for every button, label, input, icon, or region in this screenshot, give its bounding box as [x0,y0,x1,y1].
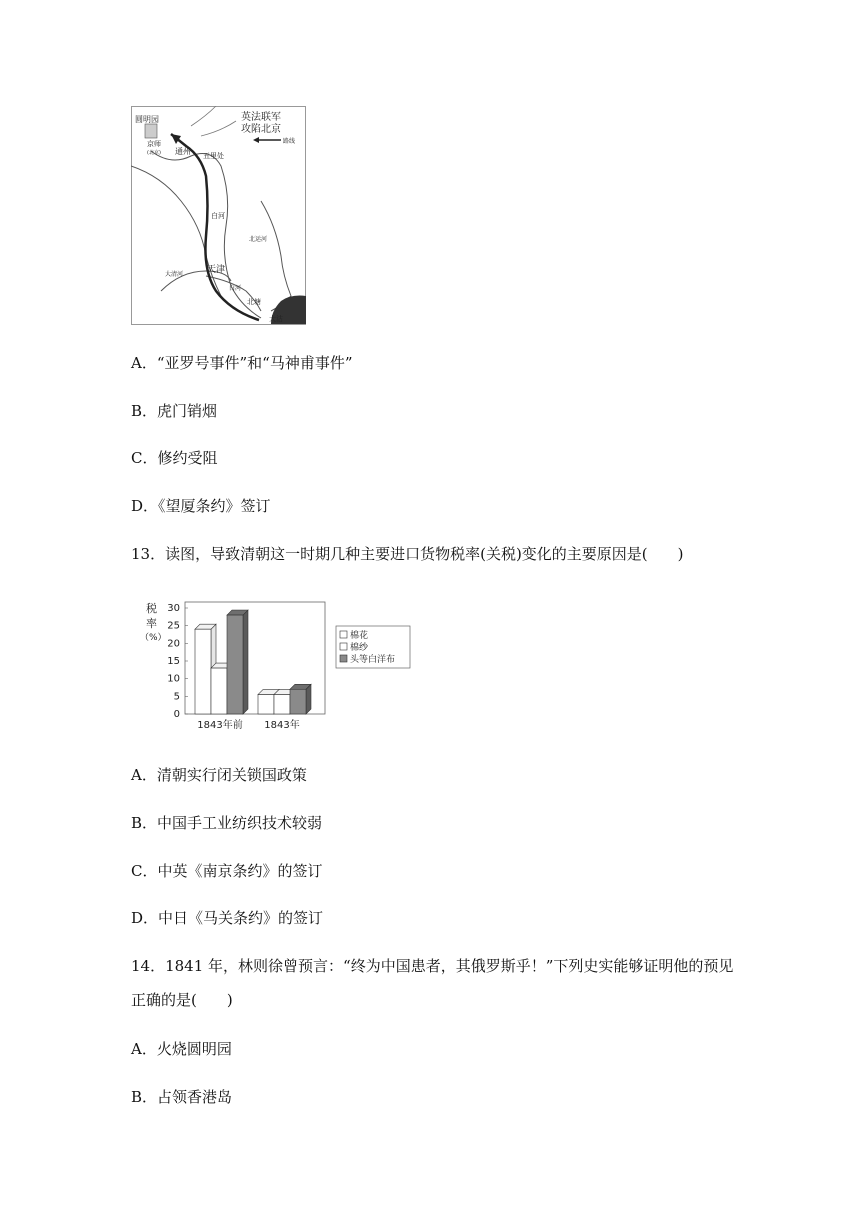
chart-bar [290,684,311,714]
map-place-beiyunhe: 北运河 [249,236,268,243]
option-letter: B． [131,814,158,832]
q14-option-a[interactable] [131,1039,232,1059]
option-text: 《望厦条约》签订 [158,497,271,515]
option-letter: A． [131,1040,157,1058]
option-letter: A． [131,766,157,784]
option-text: 虎门销烟 [157,402,218,420]
map-place-wulichu: 五里处 [203,152,224,160]
option-letter: C． [131,862,158,880]
question-number: 13． [131,545,166,563]
option-letter: B． [131,402,158,420]
chart-legend-swatch [340,631,347,638]
chart-legend-swatch [340,643,347,650]
chart-ylabel-unit: （%） [140,633,167,643]
chart-xtick-label: 1843年前 [197,720,243,731]
chart-ytick-label: 0 [173,709,180,720]
map-place-tongzhou: 通州 [175,147,191,156]
chart-xtick-label: 1843年 [264,720,300,731]
option-text: “亚罗号事件”和“马神甫事件” [156,354,353,372]
option-letter: D． [131,909,159,927]
map-place-yuanmingyuan: 圆明园 [135,115,159,124]
option-letter: B． [131,1088,158,1106]
chart-ytick-label: 30 [167,603,180,614]
map-place-baihe-upper: 白河 [211,212,225,220]
option-letter: A． [131,354,157,372]
option-text: 中英《南京条约》的签订 [157,862,323,880]
tariff-chart [140,598,420,734]
option-text: 修约受阻 [157,449,218,467]
q14-option-b[interactable] [131,1087,232,1107]
q13-stem [131,544,684,564]
chart-legend-label: 棉纱 [350,643,369,653]
option-text: 火烧圆明园 [156,1040,232,1058]
question-text: 1841 年，林则徐曾预言：“终为中国患者，其俄罗斯乎！”下列史实能够证明他的预见 [165,957,734,975]
q12-option-d[interactable] [131,496,271,516]
chart-ytick-label: 15 [167,656,180,667]
q13-option-b[interactable] [131,813,322,833]
question-number: 14． [131,957,166,975]
map-place-daqinghe: 大清河 [165,271,184,278]
map-legend-label: 路线 [283,138,296,145]
map-title-line2: 攻陷北京 [241,124,281,135]
chart-ytick-label: 20 [167,638,180,650]
q12-option-a[interactable] [131,353,353,373]
question-text: 读图，导致清朝这一时期几种主要进口货物税率(关税)变化的主要原因是( ) [165,545,684,563]
chart-ytick-label: 25 [167,620,180,632]
chart-ylabel-line2: 率 [146,617,157,630]
q13-option-a[interactable] [131,765,307,785]
chart-legend-swatch [340,655,347,662]
map-title-line1: 英法联军 [241,112,281,123]
map-figure [131,106,306,325]
q14-stem-line2: 正确的是( ) [131,991,233,1009]
yuanmingyuan-marker [145,124,157,138]
map-place-beijing: 京师 [147,140,161,148]
q12-option-c[interactable] [131,448,218,468]
map-place-dagu: 大沽 [269,315,283,323]
option-text: 清朝实行闭关锁国政策 [156,766,307,784]
option-text: 中国手工业纺织技术较弱 [157,814,323,832]
map-place-baihe-lower: 白河 [229,285,242,292]
map-place-beitang: 北塘 [247,298,261,306]
chart-ytick-label: 5 [173,691,180,703]
option-text: 占领香港岛 [157,1088,233,1106]
chart-legend-label: 头等白洋布 [350,655,396,665]
option-letter: D． [131,497,159,515]
chart-bar [227,610,248,714]
chart-ylabel-line1: 税 [146,602,157,615]
option-text: 中日《马关条约》的签订 [158,909,324,927]
chart-legend-label: 棉花 [350,631,369,641]
option-letter: C． [131,449,158,467]
q13-option-d[interactable] [131,908,323,928]
chart-ytick-label: 10 [167,673,180,685]
q14-stem-line1 [131,956,733,976]
q13-option-c[interactable] [131,861,323,881]
map-place-tianjin: 天津 [207,265,226,275]
q12-option-b[interactable] [131,401,217,421]
map-place-beijing-sub: (北京) [147,150,161,156]
